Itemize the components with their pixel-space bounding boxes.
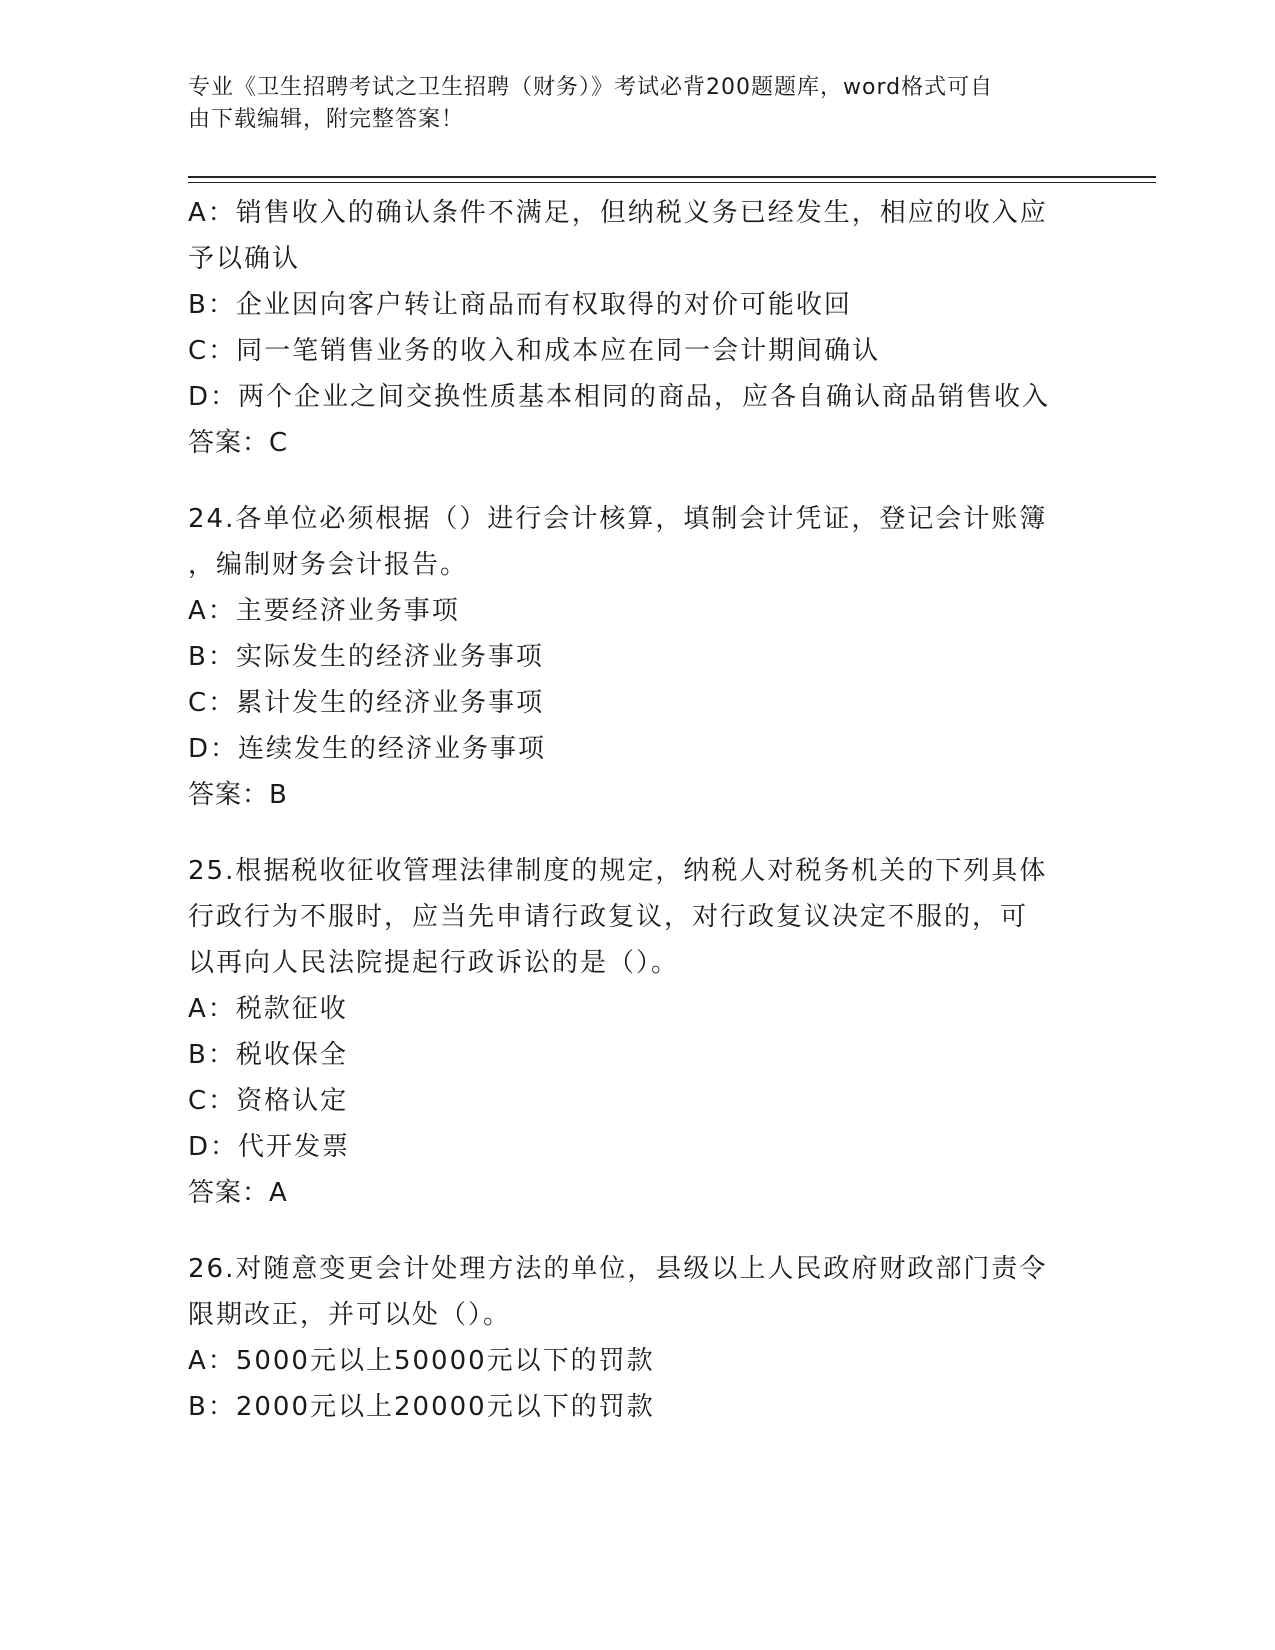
question-stem-line-3: 以再向人民法院提起行政诉讼的是（）。 [188,948,680,978]
option-d: D：两个企业之间交换性质基本相同的商品，应各自确认商品销售收入 [188,382,1051,412]
option-c: C：累计发生的经济业务事项 [188,688,545,718]
option-a: A：税款征收 [188,994,348,1024]
option-a-line-1: A：销售收入的确认条件不满足，但纳税义务已经发生，相应的收入应 [188,198,1048,228]
header-line-2: 由下载编辑，附完整答案！ [188,107,465,132]
question-stem-line-2: ，编制财务会计报告。 [188,550,469,580]
question-stem-line-1: 24.各单位必须根据（）进行会计核算，填制会计凭证，登记会计账簿 [188,504,1048,534]
option-a-line-2: 予以确认 [188,244,301,274]
answer: 答案：A [188,1178,288,1208]
option-d: D：连续发生的经济业务事项 [188,734,547,764]
question-stem-line-2: 行政行为不服时，应当先申请行政复议，对行政复议决定不服的，可 [188,902,1029,932]
option-b: B：企业因向客户转让商品而有权取得的对价可能收回 [188,290,852,320]
answer: 答案：B [188,780,288,810]
question-stem-line-1: 26.对随意变更会计处理方法的单位，县级以上人民政府财政部门责令 [188,1254,1048,1284]
option-a: A：5000元以上50000元以下的罚款 [188,1346,655,1376]
question-24 [188,496,1088,818]
question-stem-line-1: 25.根据税收征收管理法律制度的规定，纳税人对税务机关的下列具体 [188,856,1048,886]
header-line-1: 专业《卫生招聘考试之卫生招聘（财务）》考试必背200题题库，word格式可自 [188,75,994,100]
question-26 [188,1246,1088,1430]
header-divider-thin [188,182,1156,183]
option-b: B：实际发生的经济业务事项 [188,642,544,672]
option-c: C：资格认定 [188,1086,349,1116]
option-a: A：主要经济业务事项 [188,596,460,626]
option-d: D：代开发票 [188,1132,351,1162]
document-header [188,72,1068,136]
question-stem-line-2: 限期改正，并可以处（）。 [188,1300,512,1330]
question-25 [188,848,1088,1216]
question-list [188,190,1088,1430]
option-c: C：同一笔销售业务的收入和成本应在同一会计期间确认 [188,336,881,366]
option-b: B：税收保全 [188,1040,348,1070]
header-divider-thick [188,176,1156,178]
option-b: B：2000元以上20000元以下的罚款 [188,1392,655,1422]
question-23 [188,190,1088,466]
answer: 答案：C [188,428,289,458]
